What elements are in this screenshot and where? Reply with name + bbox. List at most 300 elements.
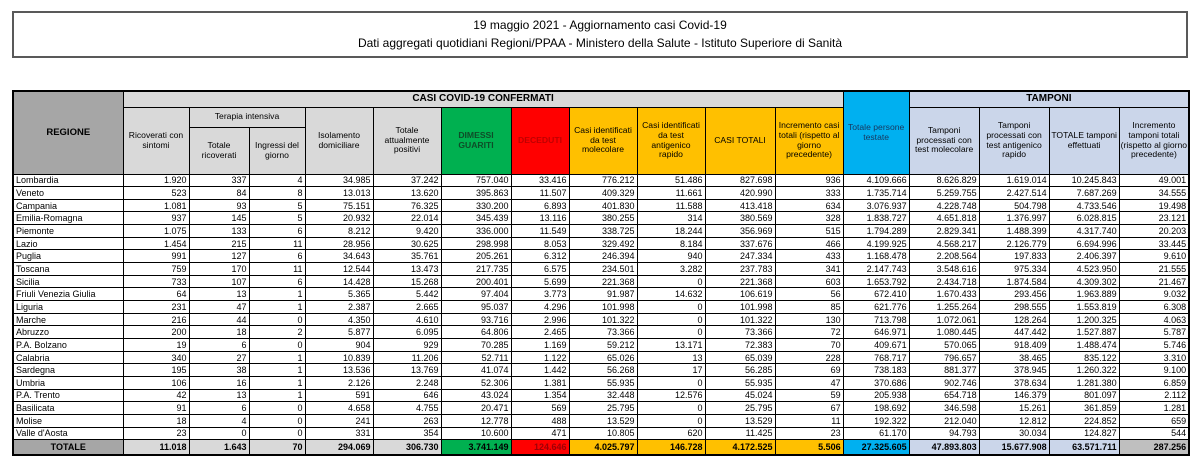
cell: 5.442 — [373, 288, 441, 301]
cell: 0 — [249, 402, 305, 415]
cell: 34.643 — [305, 250, 373, 263]
table-row — [13, 313, 1189, 326]
cell: 101.998 — [705, 301, 775, 314]
cell: 1.488.474 — [1049, 339, 1119, 352]
cell: 471 — [511, 427, 569, 440]
cell: 101.998 — [569, 301, 637, 314]
header-tamponi-molecolare: Tamponi processati con test molecolare — [909, 107, 979, 174]
cell: 4.658 — [305, 402, 373, 415]
table-row — [13, 174, 1189, 187]
cell: 170 — [189, 263, 249, 276]
cell: 13 — [637, 351, 705, 364]
bulletin-title: 19 maggio 2021 - Aggiornamento casi Covid-19 — [473, 17, 727, 32]
cell: 9.100 — [1119, 364, 1189, 377]
cell: 4 — [249, 174, 305, 187]
region-name: Sardegna — [13, 364, 123, 377]
cell: 217.735 — [441, 263, 511, 276]
cell: 1.168.478 — [843, 250, 909, 263]
cell: 231 — [123, 301, 189, 314]
cell: 523 — [123, 187, 189, 200]
cell: 991 — [123, 250, 189, 263]
region-name: Piemonte — [13, 225, 123, 238]
cell: 13.620 — [373, 187, 441, 200]
cell: 12.778 — [441, 414, 511, 427]
cell: 38 — [189, 364, 249, 377]
header-ricoverati-con-sintomi: Ricoverati con sintomi — [123, 107, 189, 174]
cell: 1.072.061 — [909, 313, 979, 326]
cell: 32.448 — [569, 389, 637, 402]
cell: 2.465 — [511, 326, 569, 339]
table-row — [13, 402, 1189, 415]
cell: 9.032 — [1119, 288, 1189, 301]
cell: 1.653.792 — [843, 275, 909, 288]
cell: 12.544 — [305, 263, 373, 276]
cell: 409.671 — [843, 339, 909, 352]
cell: 6.028.815 — [1049, 212, 1119, 225]
cell: 3.548.616 — [909, 263, 979, 276]
region-name: Valle d'Aosta — [13, 427, 123, 440]
region-name: P.A. Bolzano — [13, 339, 123, 352]
cell: 212.040 — [909, 414, 979, 427]
cell: 395.863 — [441, 187, 511, 200]
cell: 646 — [373, 389, 441, 402]
cell: 70 — [775, 339, 843, 352]
cell: 200 — [123, 326, 189, 339]
cell: 18.244 — [637, 225, 705, 238]
cell: 19.498 — [1119, 199, 1189, 212]
totale-cell: 27.325.605 — [843, 440, 909, 456]
cell: 621.776 — [843, 301, 909, 314]
table-row — [13, 377, 1189, 390]
bulletin-subtitle: Dati aggregati quotidiani Regioni/PPAA - Ministero della Salute - Istituto Superiore di Sanità — [357, 36, 843, 51]
cell: 13 — [189, 389, 249, 402]
cell: 672.410 — [843, 288, 909, 301]
cell: 73.366 — [705, 326, 775, 339]
cell: 25.795 — [569, 402, 637, 415]
cell: 1.920 — [123, 174, 189, 187]
cell: 30.625 — [373, 237, 441, 250]
cell: 447.442 — [979, 326, 1049, 339]
cell: 515 — [775, 225, 843, 238]
cell: 298.998 — [441, 237, 511, 250]
cell: 835.122 — [1049, 351, 1119, 364]
header-dimessi-guariti: DIMESSI GUARITI — [441, 107, 511, 174]
cell: 13.529 — [569, 414, 637, 427]
cell: 8.212 — [305, 225, 373, 238]
cell: 2.208.564 — [909, 250, 979, 263]
table-row — [13, 187, 1189, 200]
region-name: Abruzzo — [13, 326, 123, 339]
cell: 0 — [637, 275, 705, 288]
cell: 413.418 — [705, 199, 775, 212]
cell: 5.787 — [1119, 326, 1189, 339]
cell: 0 — [249, 313, 305, 326]
cell: 768.717 — [843, 351, 909, 364]
header-totale-tamponi: TOTALE tamponi effettuati — [1049, 107, 1119, 174]
cell: 0 — [637, 326, 705, 339]
cell: 59 — [775, 389, 843, 402]
cell: 13.529 — [705, 414, 775, 427]
cell: 975.334 — [979, 263, 1049, 276]
cell: 5.877 — [305, 326, 373, 339]
table-row — [13, 263, 1189, 276]
cell: 133 — [189, 225, 249, 238]
cell: 902.746 — [909, 377, 979, 390]
cell: 5.259.755 — [909, 187, 979, 200]
cell: 1.454 — [123, 237, 189, 250]
cell: 370.686 — [843, 377, 909, 390]
cell: 34.985 — [305, 174, 373, 187]
totale-cell: 70 — [249, 440, 305, 456]
cell: 61.170 — [843, 427, 909, 440]
cell: 776.212 — [569, 174, 637, 187]
cell: 4.296 — [511, 301, 569, 314]
cell: 3.773 — [511, 288, 569, 301]
cell: 7.687.269 — [1049, 187, 1119, 200]
cell: 801.097 — [1049, 389, 1119, 402]
cell: 314 — [637, 212, 705, 225]
totale-cell: 1.643 — [189, 440, 249, 456]
cell: 336.000 — [441, 225, 511, 238]
cell: 827.698 — [705, 174, 775, 187]
cell: 6 — [249, 225, 305, 238]
table-header — [13, 91, 1189, 174]
cell: 329.492 — [569, 237, 637, 250]
totale-cell: 63.571.711 — [1049, 440, 1119, 456]
cell: 124.827 — [1049, 427, 1119, 440]
cell: 940 — [637, 250, 705, 263]
cell: 333 — [775, 187, 843, 200]
cell: 11.206 — [373, 351, 441, 364]
cell: 33.416 — [511, 174, 569, 187]
cell: 0 — [637, 414, 705, 427]
cell: 544 — [1119, 427, 1189, 440]
cell: 338.725 — [569, 225, 637, 238]
region-name: Sicilia — [13, 275, 123, 288]
region-name: Veneto — [13, 187, 123, 200]
region-name: Lombardia — [13, 174, 123, 187]
cell: 936 — [775, 174, 843, 187]
cell: 23.121 — [1119, 212, 1189, 225]
cell: 420.990 — [705, 187, 775, 200]
cell: 2.147.743 — [843, 263, 909, 276]
table-row — [13, 237, 1189, 250]
cell: 356.969 — [705, 225, 775, 238]
cell: 488 — [511, 414, 569, 427]
cell: 56.268 — [569, 364, 637, 377]
totale-label: TOTALE — [13, 440, 123, 456]
totale-cell: 47.893.803 — [909, 440, 979, 456]
cell: 19 — [123, 339, 189, 352]
cell: 13.013 — [305, 187, 373, 200]
cell: 466 — [775, 237, 843, 250]
cell: 298.555 — [979, 301, 1049, 314]
cell: 6.308 — [1119, 301, 1189, 314]
cell: 4.350 — [305, 313, 373, 326]
cell: 18 — [123, 414, 189, 427]
cell: 216 — [123, 313, 189, 326]
cell: 2.829.341 — [909, 225, 979, 238]
cell: 937 — [123, 212, 189, 225]
cell: 1.670.433 — [909, 288, 979, 301]
cell: 23 — [775, 427, 843, 440]
cell: 198.692 — [843, 402, 909, 415]
cell: 17 — [637, 364, 705, 377]
cell: 1 — [249, 364, 305, 377]
cell: 4 — [189, 414, 249, 427]
cell: 11 — [775, 414, 843, 427]
cell: 22.014 — [373, 212, 441, 225]
cell: 433 — [775, 250, 843, 263]
header-casi-totali: CASI TOTALI — [705, 107, 775, 174]
cell: 6.694.996 — [1049, 237, 1119, 250]
cell: 10.805 — [569, 427, 637, 440]
cell: 35.761 — [373, 250, 441, 263]
totale-row — [13, 440, 1189, 456]
cell: 10.839 — [305, 351, 373, 364]
cell: 354 — [373, 427, 441, 440]
cell: 654.718 — [909, 389, 979, 402]
cell: 1.354 — [511, 389, 569, 402]
cell: 200.401 — [441, 275, 511, 288]
cell: 16 — [189, 377, 249, 390]
table-row — [13, 414, 1189, 427]
cell: 18 — [189, 326, 249, 339]
cell: 11.588 — [637, 199, 705, 212]
totale-cell: 11.018 — [123, 440, 189, 456]
cell: 12.812 — [979, 414, 1049, 427]
cell: 5.365 — [305, 288, 373, 301]
cell: 6.312 — [511, 250, 569, 263]
covid-data-table — [12, 90, 1190, 456]
cell: 1.075 — [123, 225, 189, 238]
cell: 918.409 — [979, 339, 1049, 352]
cell: 11 — [249, 263, 305, 276]
cell: 4.199.925 — [843, 237, 909, 250]
cell: 241 — [305, 414, 373, 427]
cell: 27 — [189, 351, 249, 364]
header-incremento-tamponi: Incremento tamponi totali (rispetto al giorno precedente) — [1119, 107, 1189, 174]
table-row — [13, 301, 1189, 314]
region-name: Marche — [13, 313, 123, 326]
cell: 11.661 — [637, 187, 705, 200]
cell: 91 — [123, 402, 189, 415]
cell: 247.334 — [705, 250, 775, 263]
cell: 904 — [305, 339, 373, 352]
cell: 4.317.740 — [1049, 225, 1119, 238]
header-casi-test-antigenico: Casi identificati da test antigenico rapido — [637, 107, 705, 174]
cell: 569 — [511, 402, 569, 415]
cell: 757.040 — [441, 174, 511, 187]
cell: 1.260.322 — [1049, 364, 1119, 377]
cell: 1.200.325 — [1049, 313, 1119, 326]
cell: 634 — [775, 199, 843, 212]
cell: 65.026 — [569, 351, 637, 364]
totale-cell: 124.646 — [511, 440, 569, 456]
cell: 55.935 — [705, 377, 775, 390]
cell: 337 — [189, 174, 249, 187]
region-name: Emilia-Romagna — [13, 212, 123, 225]
title-box — [12, 11, 1188, 58]
cell: 1.488.399 — [979, 225, 1049, 238]
cell: 330.200 — [441, 199, 511, 212]
header-group-tamponi: TAMPONI — [909, 91, 1189, 107]
cell: 47 — [189, 301, 249, 314]
cell: 4.568.217 — [909, 237, 979, 250]
cell: 20.203 — [1119, 225, 1189, 238]
cell: 2.406.397 — [1049, 250, 1119, 263]
header-totale-ricoverati: Totale ricoverati — [189, 127, 249, 174]
cell: 1.442 — [511, 364, 569, 377]
region-name: Puglia — [13, 250, 123, 263]
cell: 331 — [305, 427, 373, 440]
cell: 1.122 — [511, 351, 569, 364]
cell: 361.859 — [1049, 402, 1119, 415]
cell: 30.034 — [979, 427, 1049, 440]
cell: 4.610 — [373, 313, 441, 326]
cell: 23 — [123, 427, 189, 440]
cell: 197.833 — [979, 250, 1049, 263]
cell: 4.063 — [1119, 313, 1189, 326]
cell: 8.184 — [637, 237, 705, 250]
table-row — [13, 339, 1189, 352]
region-name: Lazio — [13, 237, 123, 250]
header-tamponi-antigenico: Tamponi processati con test antigenico rapido — [979, 107, 1049, 174]
cell: 195 — [123, 364, 189, 377]
table-row — [13, 250, 1189, 263]
cell: 4.651.818 — [909, 212, 979, 225]
table-row — [13, 364, 1189, 377]
table-row — [13, 225, 1189, 238]
table-row — [13, 212, 1189, 225]
cell: 49.001 — [1119, 174, 1189, 187]
cell: 380.569 — [705, 212, 775, 225]
region-name: Toscana — [13, 263, 123, 276]
cell: 8.626.829 — [909, 174, 979, 187]
cell: 43.024 — [441, 389, 511, 402]
cell: 659 — [1119, 414, 1189, 427]
cell: 101.322 — [569, 313, 637, 326]
cell: 1 — [249, 301, 305, 314]
cell: 293.456 — [979, 288, 1049, 301]
header-regione: REGIONE — [13, 91, 123, 174]
cell: 0 — [189, 427, 249, 440]
cell: 33.445 — [1119, 237, 1189, 250]
totale-cell: 4.172.525 — [705, 440, 775, 456]
cell: 5 — [249, 199, 305, 212]
cell: 4.733.546 — [1049, 199, 1119, 212]
totale-cell: 306.730 — [373, 440, 441, 456]
cell: 91.987 — [569, 288, 637, 301]
cell: 55.935 — [569, 377, 637, 390]
cell: 1.169 — [511, 339, 569, 352]
cell: 9.610 — [1119, 250, 1189, 263]
cell: 2.996 — [511, 313, 569, 326]
cell: 246.394 — [569, 250, 637, 263]
cell: 34.555 — [1119, 187, 1189, 200]
cell: 6 — [189, 402, 249, 415]
cell: 12.576 — [637, 389, 705, 402]
cell: 4.228.748 — [909, 199, 979, 212]
region-name: Campania — [13, 199, 123, 212]
cell: 6 — [189, 339, 249, 352]
cell: 224.852 — [1049, 414, 1119, 427]
table-row — [13, 427, 1189, 440]
cell: 4.309.302 — [1049, 275, 1119, 288]
cell: 2.126.779 — [979, 237, 1049, 250]
cell: 106.619 — [705, 288, 775, 301]
cell: 1.963.889 — [1049, 288, 1119, 301]
cell: 1.381 — [511, 377, 569, 390]
cell: 1.527.887 — [1049, 326, 1119, 339]
table-row — [13, 288, 1189, 301]
cell: 11.425 — [705, 427, 775, 440]
cell: 228 — [775, 351, 843, 364]
cell: 0 — [637, 301, 705, 314]
cell: 5.746 — [1119, 339, 1189, 352]
cell: 380.255 — [569, 212, 637, 225]
cell: 345.439 — [441, 212, 511, 225]
cell: 378.945 — [979, 364, 1049, 377]
cell: 95.037 — [441, 301, 511, 314]
header-casi-test-molecolare: Casi identificati da test molecolare — [569, 107, 637, 174]
cell: 340 — [123, 351, 189, 364]
cell: 6.893 — [511, 199, 569, 212]
cell: 1.281.380 — [1049, 377, 1119, 390]
cell: 15.268 — [373, 275, 441, 288]
cell: 1.255.264 — [909, 301, 979, 314]
cell: 73.366 — [569, 326, 637, 339]
cell: 1.376.997 — [979, 212, 1049, 225]
cell: 97.404 — [441, 288, 511, 301]
cell: 13.769 — [373, 364, 441, 377]
cell: 759 — [123, 263, 189, 276]
cell: 4.523.950 — [1049, 263, 1119, 276]
cell: 15.261 — [979, 402, 1049, 415]
cell: 504.798 — [979, 199, 1049, 212]
cell: 1.735.714 — [843, 187, 909, 200]
cell: 1.838.727 — [843, 212, 909, 225]
cell: 106 — [123, 377, 189, 390]
cell: 6.095 — [373, 326, 441, 339]
cell: 56.285 — [705, 364, 775, 377]
cell: 2.248 — [373, 377, 441, 390]
totale-cell: 287.256 — [1119, 440, 1189, 456]
cell: 346.598 — [909, 402, 979, 415]
cell: 221.368 — [569, 275, 637, 288]
region-name: Liguria — [13, 301, 123, 314]
header-totale-attualmente-positivi: Totale attualmente positivi — [373, 107, 441, 174]
cell: 6 — [249, 275, 305, 288]
cell: 337.676 — [705, 237, 775, 250]
cell: 93.716 — [441, 313, 511, 326]
cell: 6 — [249, 250, 305, 263]
table-row — [13, 275, 1189, 288]
cell: 8 — [249, 187, 305, 200]
cell: 85 — [775, 301, 843, 314]
cell: 4.755 — [373, 402, 441, 415]
cell: 646.971 — [843, 326, 909, 339]
header-deceduti: DECEDUTI — [511, 107, 569, 174]
table-row — [13, 389, 1189, 402]
cell: 6.859 — [1119, 377, 1189, 390]
cell: 263 — [373, 414, 441, 427]
cell: 738.183 — [843, 364, 909, 377]
cell: 2.665 — [373, 301, 441, 314]
cell: 0 — [637, 402, 705, 415]
cell: 1.080.445 — [909, 326, 979, 339]
cell: 11.549 — [511, 225, 569, 238]
